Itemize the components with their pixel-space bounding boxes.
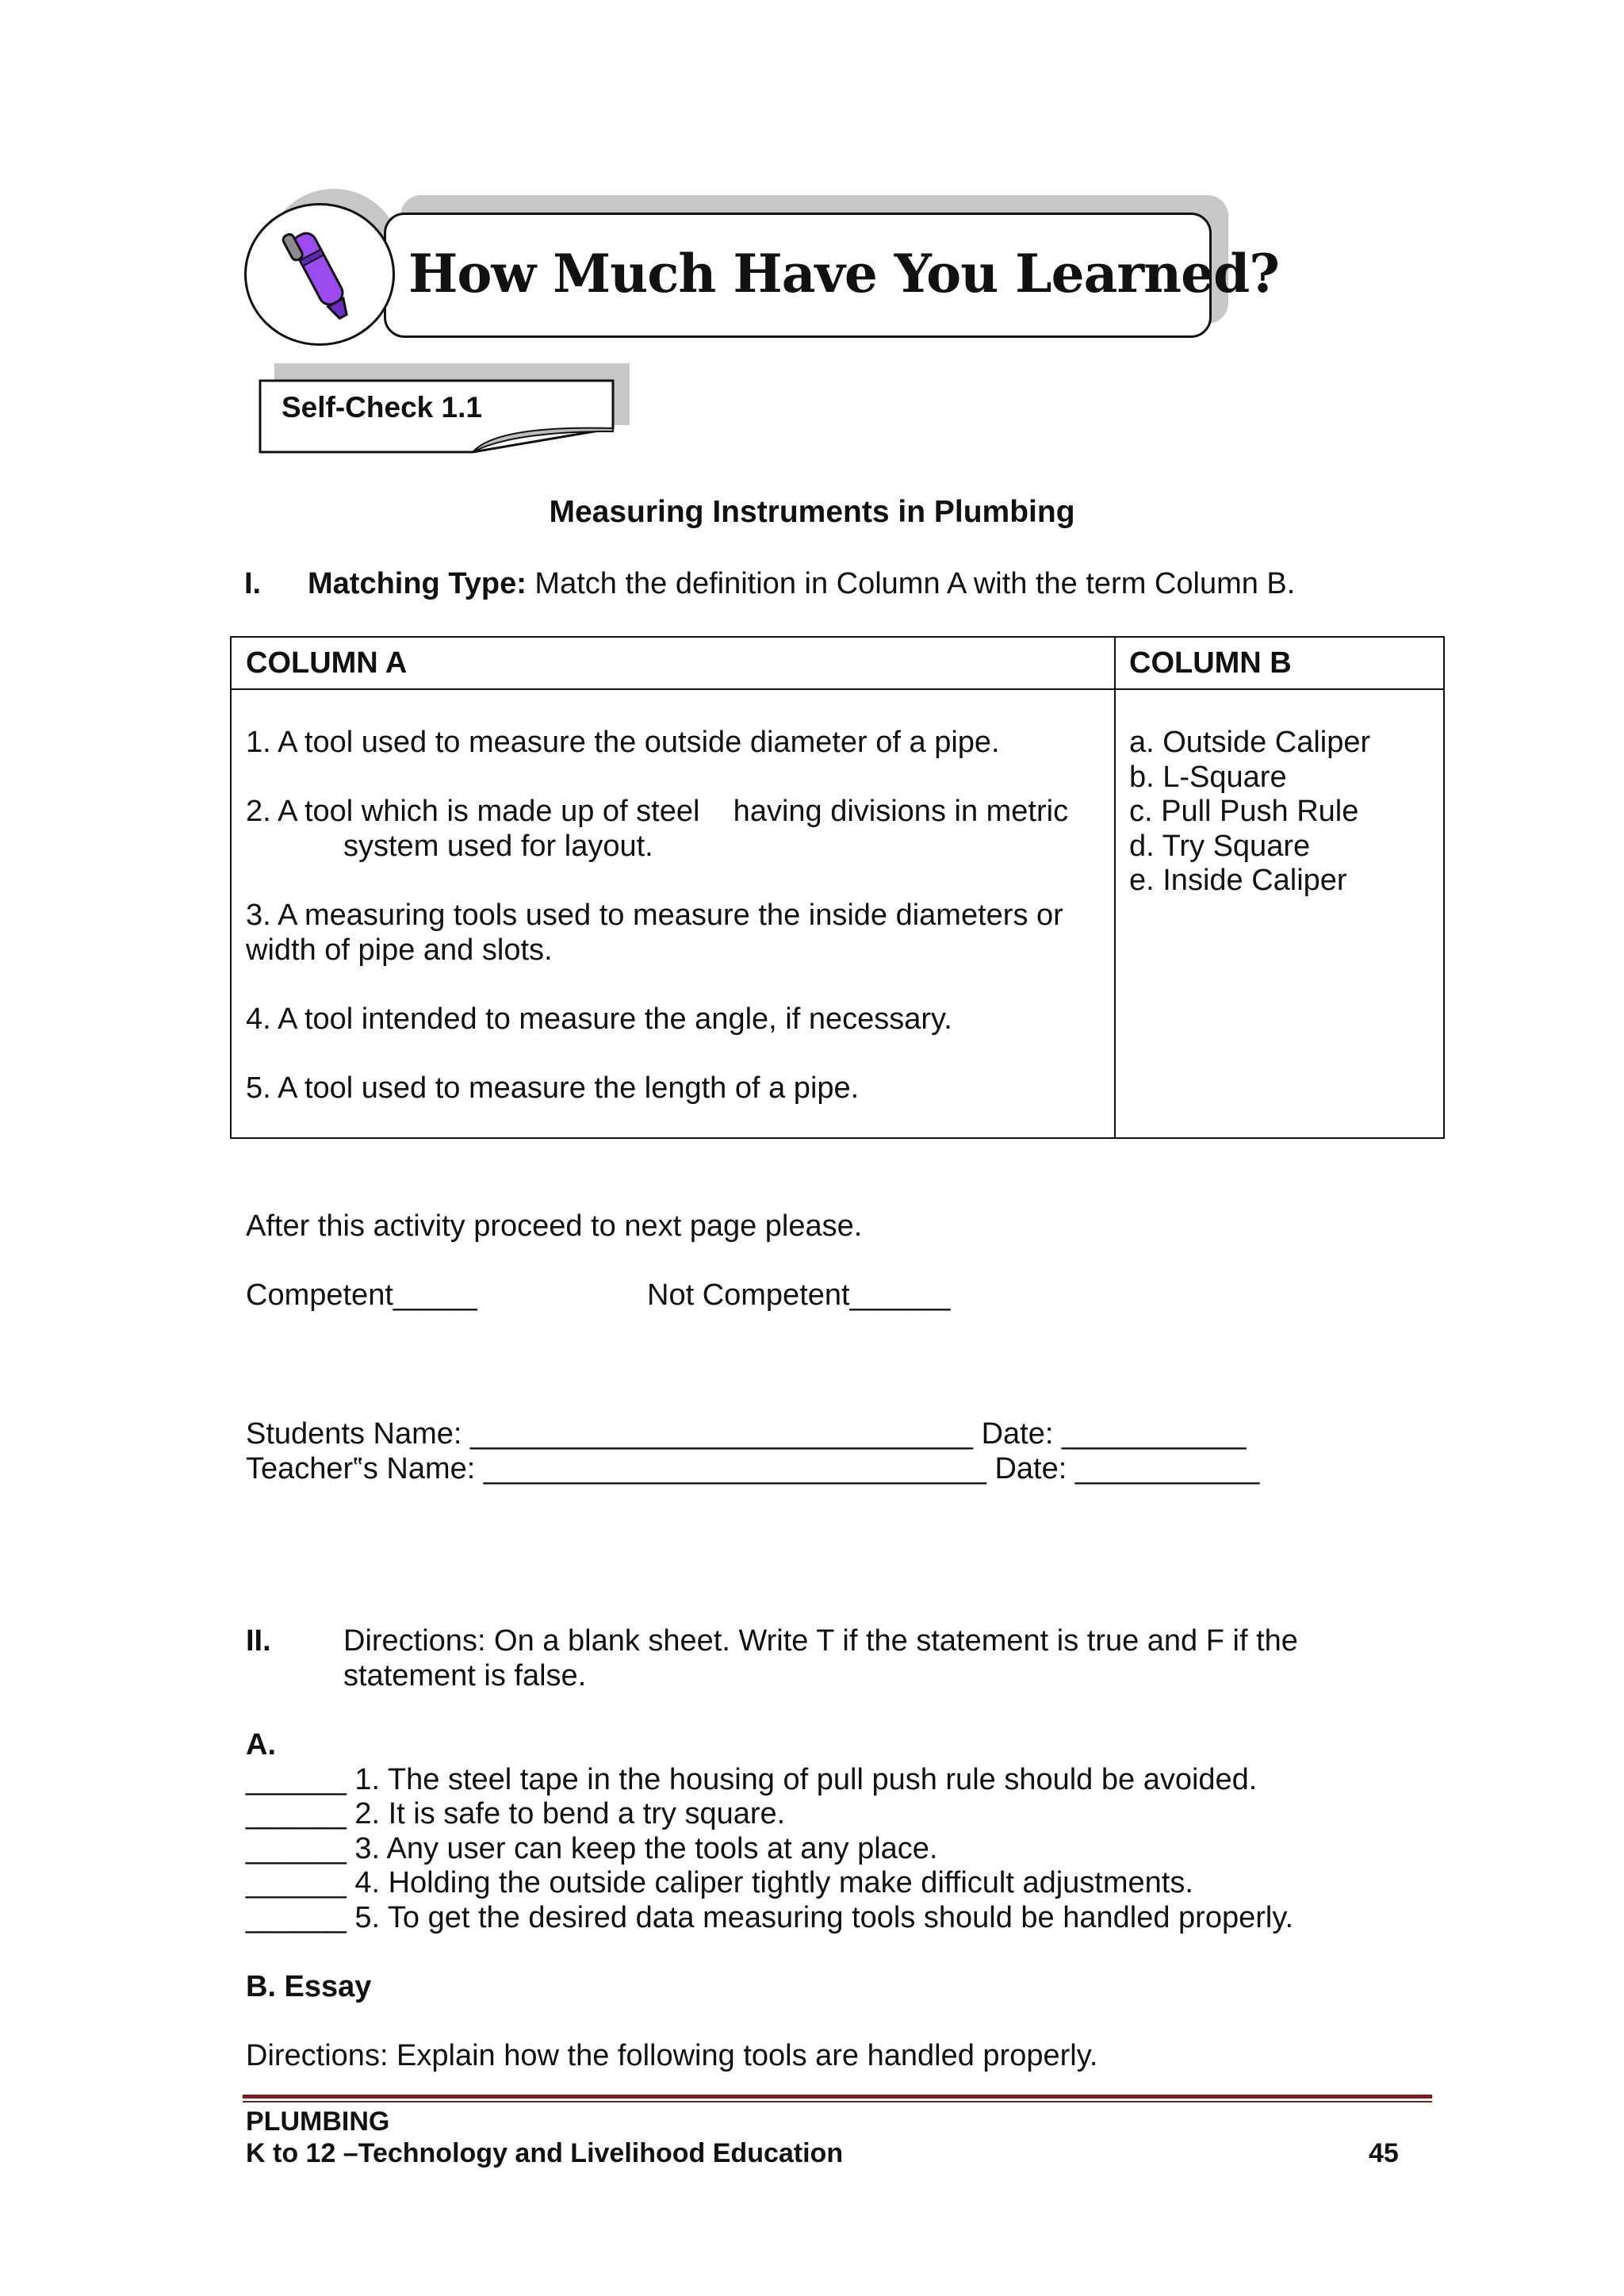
part2-directions-line1: Directions: On a blank sheet. Write T if the statement is true and F if the [343,1624,1298,1658]
part1-label: Matching Type: [308,567,527,600]
col-b-item-c: c. Pull Push Rule [1129,795,1359,828]
true-false-item-4: ______ 4. Holding the outside caliper tightly make difficult adjustments. [246,1866,1193,1899]
col-b-item-a: a. Outside Caliper [1129,726,1371,759]
col-a-header: COLUMN A [246,646,408,680]
col-a-item-3-line1: 3. A measuring tools used to measure the inside diameters or [246,899,1063,932]
self-check-label: Self-Check 1.1 [282,391,482,424]
col-a-item-5: 5. A tool used to measure the length of a pipe. [246,1071,860,1105]
footer-subject: PLUMBING [246,2106,390,2137]
after-activity-note: After this activity proceed to next page please. [246,1209,863,1243]
true-false-item-2: ______ 2. It is safe to bend a try square. [246,1797,786,1830]
page-number: 45 [1369,2138,1399,2168]
competent-field: Competent_____ [246,1278,477,1312]
part2-directions-line2: statement is false. [343,1659,587,1692]
banner-title: How Much Have You Learned? [408,243,1279,305]
col-a-item-2-line1: 2. A tool which is made up of steel having divisions in metric [246,795,1069,828]
marker-pen-icon [278,216,365,335]
table-column-divider [1114,636,1116,1139]
true-false-item-3: ______ 3. Any user can keep the tools at any place. [246,1832,938,1865]
part-a-label: A. [246,1728,276,1761]
true-false-item-1: ______ 1. The steel tape in the housing of pull push rule should be avoided. [246,1763,1258,1796]
col-a-item-4: 4. A tool intended to measure the angle, if necessary. [246,1002,952,1036]
not-competent-field: Not Competent______ [647,1278,951,1312]
footer-divider-thin [243,2101,1432,2102]
col-b-item-e: e. Inside Caliper [1129,864,1347,897]
part1-instruction: Match the definition in Column A with the term Column B. [526,567,1296,600]
table-header-divider [230,688,1445,690]
teachers-name-field: Teacher‟s Name: ______________________________ Date: ___________ [246,1452,1260,1485]
col-a-item-2-line2: system used for layout. [343,830,653,863]
true-false-item-5: ______ 5. To get the desired data measuring tools should be handled properly. [246,1901,1294,1934]
part-b-label: B. Essay [246,1970,372,2003]
footer-course: K to 12 –Technology and Livelihood Education [246,2138,844,2168]
col-b-item-b: b. L-Square [1129,761,1287,794]
part1-instruction-line [308,566,1295,601]
section-title: Measuring Instruments in Plumbing [549,495,1075,529]
footer-divider-thick [243,2095,1432,2099]
part2-number: II. [246,1624,271,1658]
col-b-item-d: d. Try Square [1129,830,1311,863]
part1-number: I. [244,567,262,600]
col-a-item-3-line2: width of pipe and slots. [246,933,553,967]
col-b-header: COLUMN B [1129,646,1292,680]
part-b-directions: Directions: Explain how the following tools are handled properly. [246,2039,1098,2072]
col-a-item-1: 1. A tool used to measure the outside diameter of a pipe. [246,726,1000,759]
students-name-field: Students Name: ______________________________ Date: ___________ [246,1417,1247,1451]
